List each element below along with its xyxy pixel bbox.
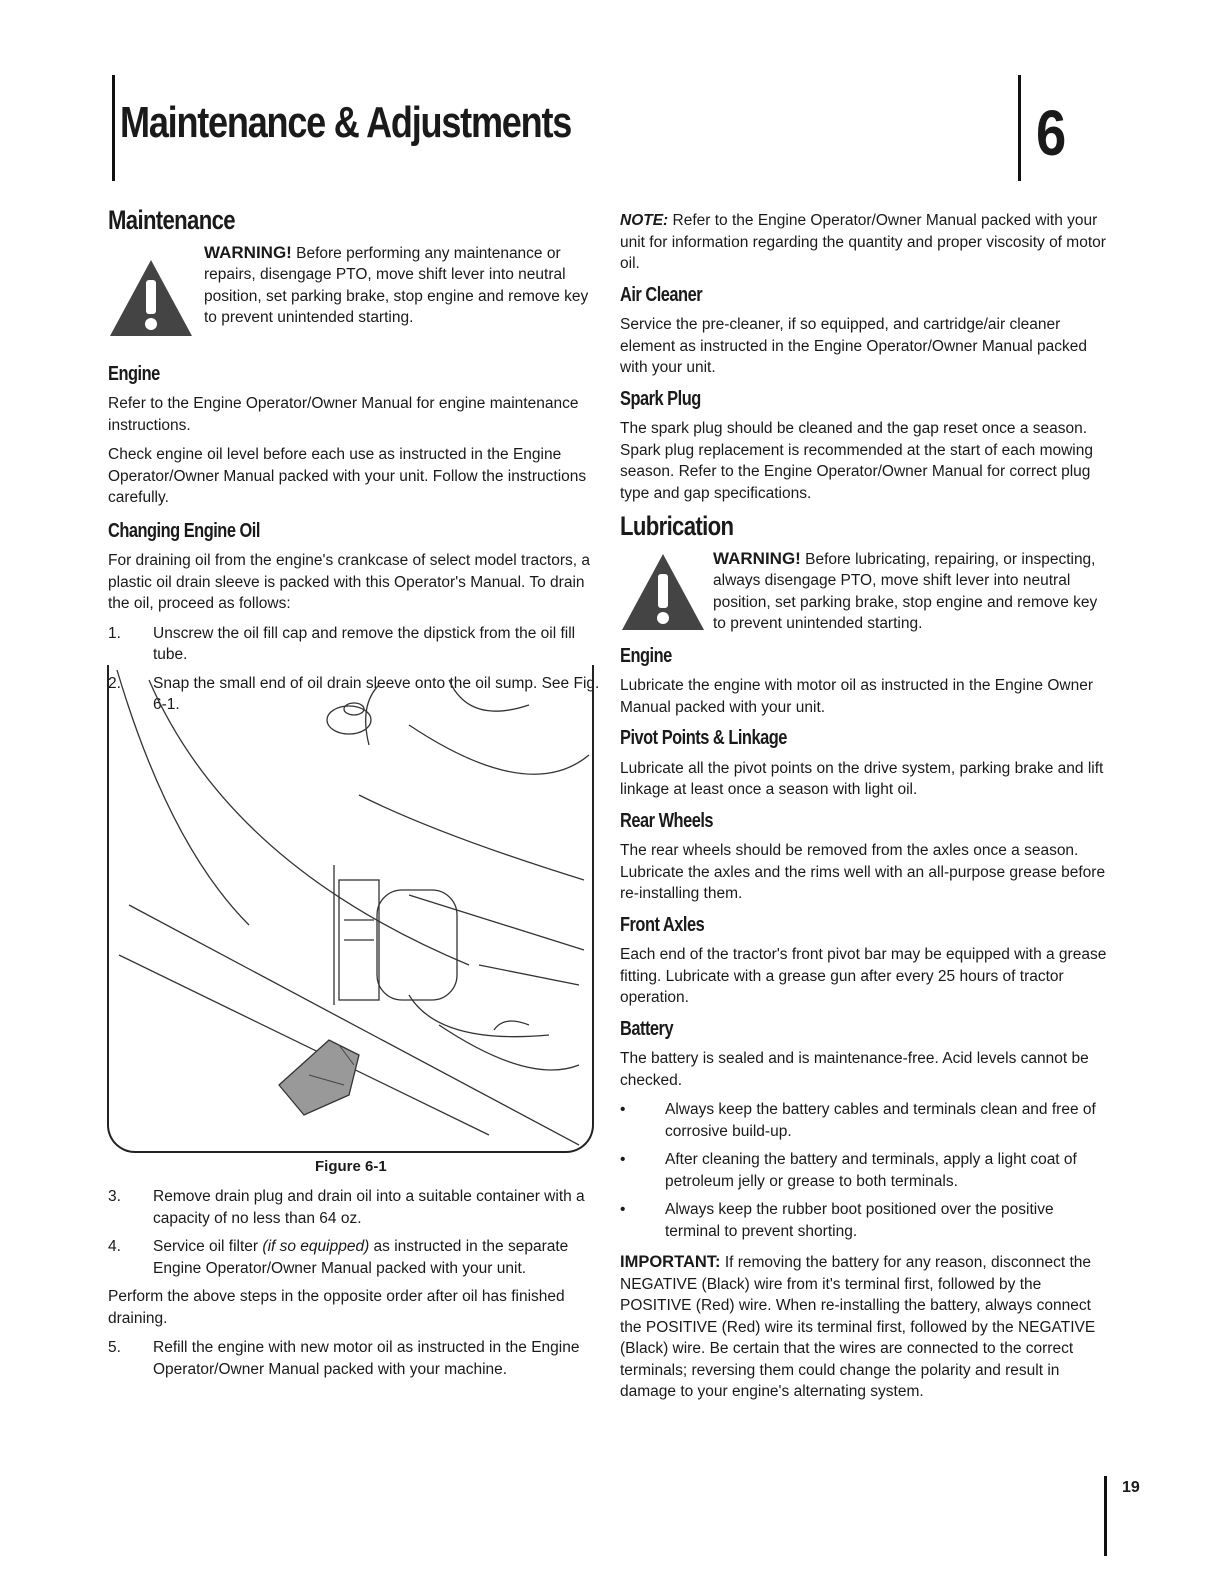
oil-steps-3 — [108, 1337, 600, 1380]
battery-heading: Battery — [620, 1017, 674, 1040]
figure-caption: Figure 6-1 — [315, 1158, 387, 1175]
front-axles-text: Each end of the tractor's front pivot bar may be equipped with a grease fitting. Lubricate with a grease gun after every 25 hours of tractor operation. — [620, 946, 1107, 1006]
lubrication-warning-text: WARNING! Before lubricating, repairing, or inspecting, always disengage PTO, move shift lever into neutral position, set parking brake, stop engine and remove key to prevent unintended starting. — [713, 548, 1098, 632]
lub-engine-text: Lubricate the engine with motor oil as instructed in the Engine Owner Manual packed with your unit. — [620, 677, 1094, 716]
lub-engine-heading: Engine — [620, 644, 672, 667]
pivot-points-heading: Pivot Points & Linkage — [620, 727, 787, 749]
note-label: NOTE: — [620, 212, 669, 229]
warning-triangle-icon — [108, 258, 194, 338]
changing-oil-intro: For draining oil from the engine's crankcase of select model tractors, a plastic oil drain sleeve is packed with this Operator's Manual. To drain the oil, proceed as follows: — [108, 552, 590, 612]
battery-bullets — [620, 1099, 1110, 1242]
engine-heading: Engine — [108, 362, 160, 385]
maintenance-warning — [108, 242, 600, 354]
spark-plug-heading: Spark Plug — [620, 387, 701, 410]
reverse-order-note: Perform the above steps in the opposite order after oil has finished draining. — [108, 1288, 565, 1327]
header-left-rule — [112, 75, 115, 181]
list-item: • After cleaning the battery and terminals, apply a light coat of petroleum jelly or grease to both terminals. — [620, 1151, 1077, 1190]
figure-6-1 — [107, 665, 594, 1153]
list-item: 5. Refill the engine with new motor oil as instructed in the Engine Operator/Owner Manual packed with your machine. — [108, 1339, 580, 1378]
spark-plug-text: The spark plug should be cleaned and the gap reset once a season. Spark plug replacement is recommended at the start of each mowing season. Refer to the Engine Operator/Owner Manual for correct plug type and gap specifications. — [620, 420, 1093, 502]
warning-label: WARNING! — [204, 242, 292, 262]
list-item: 1. Unscrew the oil fill cap and remove the dipstick from the oil fill tube. — [108, 624, 576, 663]
pivot-points-text: Lubricate all the pivot points on the drive system, parking brake and lift linkage at least once a season with light oil. — [620, 759, 1104, 798]
front-axles-heading: Front Axles — [620, 913, 705, 936]
drain-sleeve-icon — [279, 1040, 359, 1115]
engine-paragraph-2: Check engine oil level before each use as instructed in the Engine Operator/Owner Manual packed with your unit. Follow the instructions carefully. — [108, 446, 587, 506]
list-item: • Always keep the rubber boot positioned over the positive terminal to prevent shorting. — [620, 1201, 1054, 1240]
warning-triangle-icon — [620, 552, 706, 632]
header-right-rule — [1018, 75, 1021, 181]
rear-wheels-heading: Rear Wheels — [620, 809, 714, 832]
air-cleaner-heading: Air Cleaner — [620, 283, 703, 306]
changing-oil-heading: Changing Engine Oil — [108, 519, 260, 542]
page-number: 19 — [1122, 1479, 1140, 1496]
list-item: 3. Remove drain plug and drain oil into a suitable container with a capacity of no less than 64 oz. — [108, 1188, 585, 1227]
air-cleaner-text: Service the pre-cleaner, if so equipped, and cartridge/air cleaner element as instructed in the Engine Operator/Owner Manual packed with your unit. — [620, 316, 1087, 376]
battery-text: The battery is sealed and is maintenance-free. Acid levels cannot be checked. — [620, 1050, 1089, 1089]
oil-drain-illustration — [109, 665, 594, 1153]
right-column — [620, 210, 1110, 1411]
lubrication-heading: Lubrication — [620, 511, 734, 541]
lubrication-warning — [620, 548, 1110, 638]
maintenance-heading: Maintenance — [108, 205, 235, 235]
maintenance-warning-text: WARNING! Before performing any maintenance or repairs, disengage PTO, move shift lever into neutral position, set parking brake, stop engine and remove key to prevent unintended starting. — [204, 242, 589, 326]
left-column-lower — [108, 1186, 600, 1387]
list-item: 4. Service oil filter (if so equipped) as instructed in the separate Engine Operator/Owner Manual packed with your unit. — [108, 1238, 569, 1277]
oil-note: NOTE: Refer to the Engine Operator/Owner Manual packed with your unit for information regarding the quantity and proper viscosity of motor oil. — [620, 212, 1106, 272]
list-item: • Always keep the battery cables and terminals clean and free of corrosive build-up. — [620, 1101, 1096, 1140]
chapter-title: Maintenance & Adjustments — [120, 98, 572, 147]
engine-paragraph-1: Refer to the Engine Operator/Owner Manual for engine maintenance instructions. — [108, 395, 579, 434]
chapter-number: 6 — [1036, 97, 1067, 169]
oil-steps-2 — [108, 1186, 600, 1279]
important-label: IMPORTANT: — [620, 1253, 721, 1271]
rear-wheels-text: The rear wheels should be removed from the axles once a season. Lubricate the axles and the rims well with an all-purpose grease before re-installing them. — [620, 842, 1106, 902]
list-item: 2. Snap the small end of oil drain sleeve onto the oil sump. See Fig. 6-1. — [108, 674, 600, 713]
footer-rule — [1104, 1476, 1107, 1556]
left-column — [108, 205, 600, 723]
warning-label: WARNING! — [713, 548, 801, 568]
important-note: IMPORTANT: If removing the battery for any reason, disconnect the NEGATIVE (Black) wire from it's terminal first, followed by the POSITIVE (Red) wire. When re-installing the battery, always connect the POSITIVE (Red) wire its terminal first, followed by the NEGATIVE (Black) wire. Be certain that the wires are connected to the correct terminals; reversing them could change the polarity and result in damage to your engine's alternating system. — [620, 1253, 1096, 1400]
